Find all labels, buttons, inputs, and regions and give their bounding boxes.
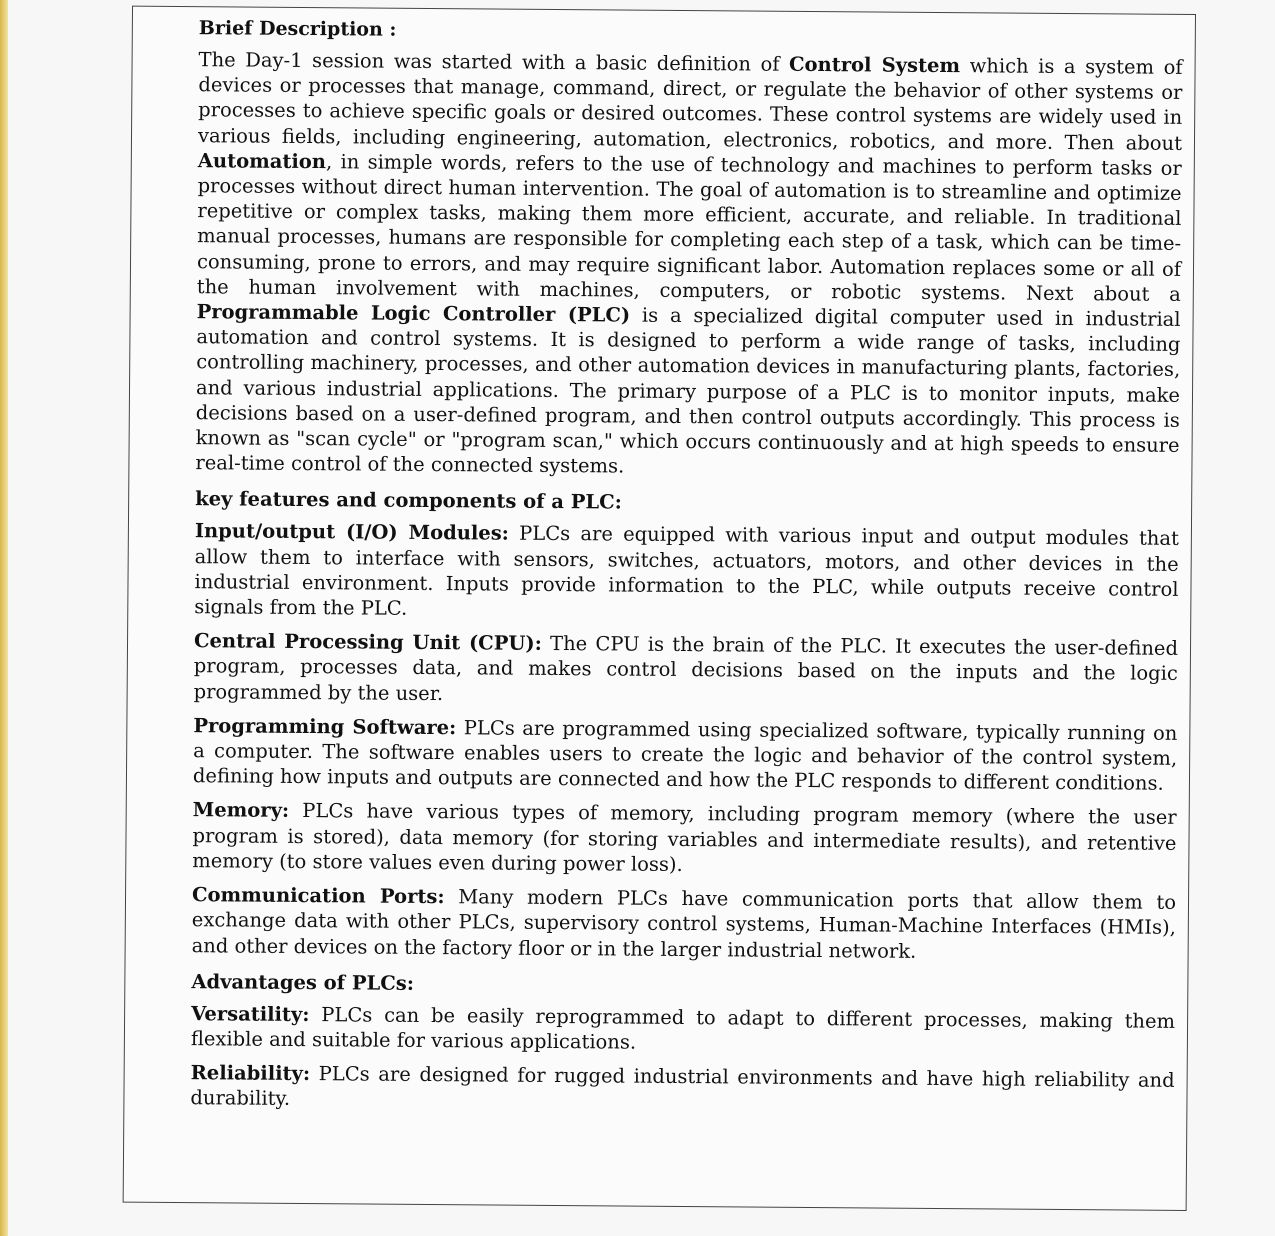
feature-text: The CPU is the brain of the PLC. It executes the user-defined program, processes data, and makes control decisions based on the inputs and the logic programmed by the user. [193,632,1179,705]
feature-programming-software [193,713,1178,796]
term-control-system: Control System [788,52,961,78]
feature-text: PLCs are programmed using specialized software, typically running on a computer. The software enables users to create the logic and behavior of the control system, defining how inputs and outputs are connected and how the PLC responds to different conditions. [192,716,1178,796]
term-automation: Automation [197,148,327,173]
feature-heading: Communication Ports: [191,883,445,909]
intro-text-4: is a specialized digital computer used in industrial automation and control systems. It is designed to perform a wide range of tasks, including controlling machinery, processes, and other automation devices in manufacturing plants, factories, and various industrial applications. The primary purpose of a PLC is to monitor inputs, make decisions based on a user-defined program, and then control outputs accordingly. This process is known as "scan cycle" or "program scan," which occurs continuously and at high speeds to ensure real-time control of the connected systems. [195,303,1181,478]
feature-cpu [194,628,1179,711]
features-heading: key features and components of a PLC: [195,487,622,514]
feature-text: PLCs have various types of memory, including program memory (where the user program is stored), data memory (for storing variables and intermediate results), and retentive memory (to store values even during power loss). [192,799,1177,876]
advantage-reliability [190,1060,1174,1118]
intro-text-3: , in simple words, refers to the use of technology and machines to perform tasks or processes without direct human intervention. The goal of automation is to streamline and optimize repetitive or complex tasks, making them more efficient, accurate, and reliable. In traditional manual processes, humans are responsible for completing each step of a task, which can be time-consuming, prone to errors, and may require significant labor. Automation replaces some or all of the human involvement with machines, computers, or robotic systems. Next about a [196,149,1182,306]
feature-communication-ports [192,882,1177,965]
feature-heading: Central Processing Unit (CPU): [193,629,542,656]
advantage-text: PLCs are designed for rugged industrial environments and have high reliability and durability. [190,1062,1175,1111]
intro-text-2: which is a system of devices or processes that manage, command, direct, or regulate the behavior of other systems or processes to achieve specific goals or desired outcomes. These control systems are widely used in various fields, including engineering, automation, electronics, robotics, and more. Then about [197,54,1183,155]
intro-paragraph [195,47,1182,483]
advantage-heading: Reliability: [190,1061,311,1086]
advantages-heading: Advantages of PLCs: [191,969,415,995]
paper-edge-strip [0,0,8,1236]
feature-memory [192,798,1177,881]
feature-heading: Input/output (I/O) Modules: [194,519,510,546]
feature-text: Many modern PLCs have communication ports that allow them to exchange data with other PLCs, supervisory control systems, Human-Machine Interfaces (HMIs), and other devices on the factory floor or in the larger industrial network. [191,885,1177,963]
feature-heading: Memory: [192,798,290,823]
advantage-text: PLCs can be easily reprogrammed to adapt to different processes, making them flexible and suitable for various applications. [190,1002,1176,1054]
term-plc: Programmable Logic Controller (PLC) [196,300,631,327]
feature-text: PLCs are equipped with various input and output modules that allow them to interface with sensors, switches, actuators, motors, and other devices in the industrial environment. Inputs provide information to the PLC, while outputs receive control signals from the PLC. [194,522,1179,620]
intro-text-1: The Day-1 session was started with a basic definition of [198,48,790,76]
advantage-heading: Versatility: [191,1001,310,1026]
section-title: Brief Description : [198,17,397,41]
feature-heading: Programming Software: [193,714,457,740]
feature-io-modules [194,519,1179,628]
advantage-versatility [191,1001,1175,1059]
description-box [123,6,1196,1211]
